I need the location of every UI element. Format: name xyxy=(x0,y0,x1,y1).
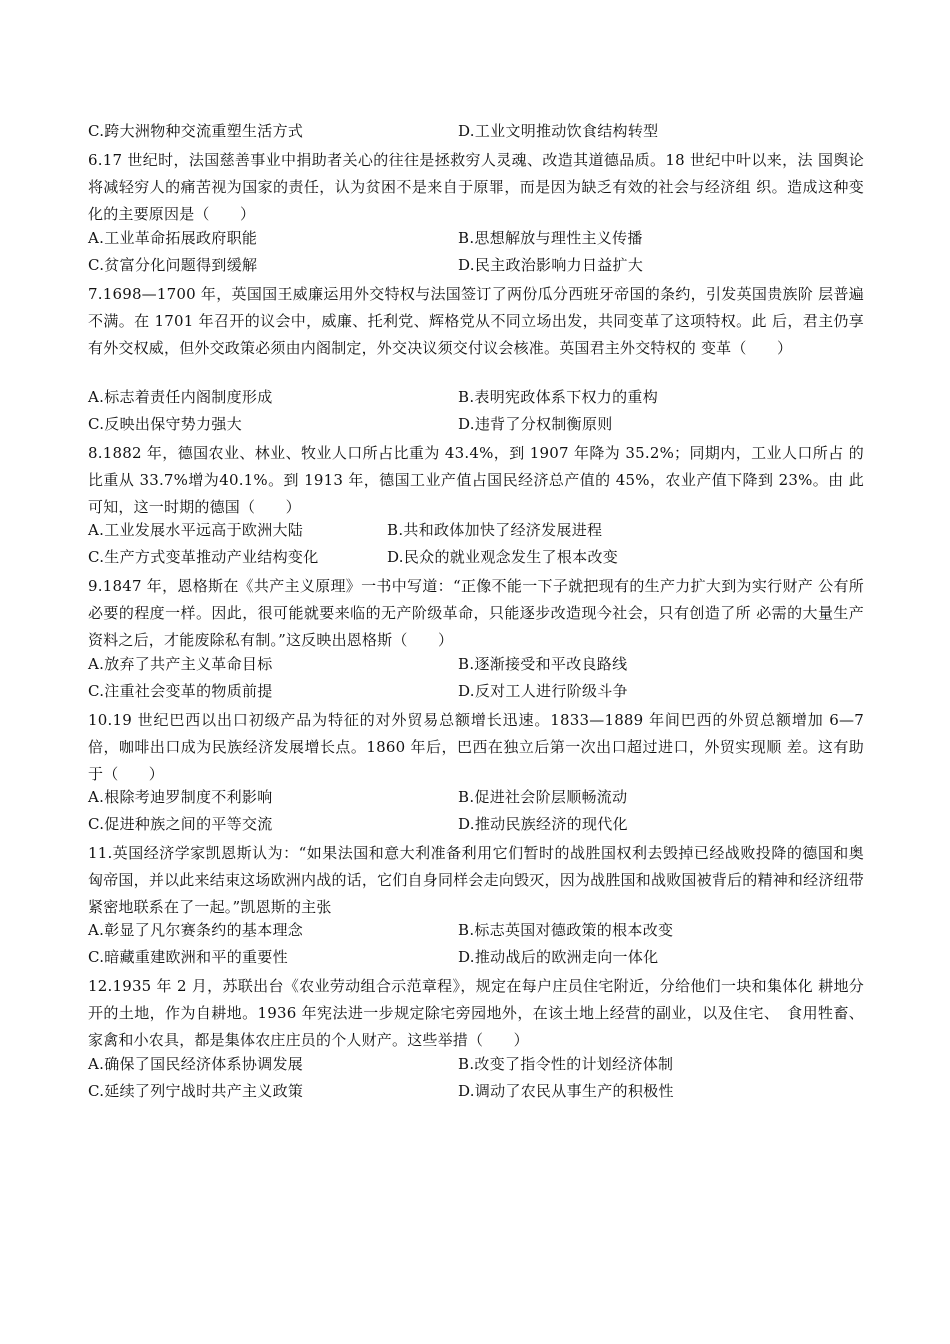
q10-option-b: B.促进社会阶层顺畅流动 xyxy=(458,788,628,806)
q6-stem: 6.17 世纪时，法国慈善事业中捐助者关心的往往是拯救穷人灵魂、改造其道德品质。18 世纪中叶以来，法 国舆论将减轻穷人的痛苦视为国家的责任，认为贫困不是来自于原罪，而是因为缺乏有效的社会与经济组 织。造成这种变化的主要原因是（ ） xyxy=(88,151,864,223)
q10-stem: 10.19 世纪巴西以出口初级产品为特征的对外贸易总额增长迅速。1833—1889 年间巴西的外贸总额增加 6—7 倍，咖啡出口成为民族经济发展增长点。1860 年后，巴西在独立后第一次出口超过进口，外贸实现顺 差。这有助于（ ） xyxy=(88,711,864,783)
q8-option-c: C.生产方式变革推动产业结构变化 xyxy=(88,548,319,566)
q7-option-a: A.标志着责任内阁制度形成 xyxy=(88,388,273,406)
q11-option-b: B.标志英国对德政策的根本改变 xyxy=(458,921,674,939)
q11-option-a: A.彰显了凡尔赛条约的基本理念 xyxy=(88,921,304,939)
q7-option-c: C.反映出保守势力强大 xyxy=(88,415,243,433)
q8-option-d: D.民众的就业观念发生了根本改变 xyxy=(387,548,619,566)
q9-option-a: A.放弃了共产主义革命目标 xyxy=(88,655,273,673)
q8-option-a: A.工业发展水平远高于欧洲大陆 xyxy=(88,521,304,539)
q11-option-c: C.暗藏重建欧洲和平的重要性 xyxy=(88,948,288,966)
q9-option-c: C.注重社会变革的物质前提 xyxy=(88,682,273,700)
q12-stem: 12.1935 年 2 月，苏联出台《农业劳动组合示范章程》，规定在每户庄员住宅附近，分给他们一块和集体化 耕地分开的土地，作为自耕地。1936 年宪法进一步规定除宅旁园地外，在该土地上经营的副业，以及住宅、 食用牲畜、家禽和小农具，都是集体农庄庄员的个人财产。这些举措（ ） xyxy=(88,977,864,1049)
q11-stem: 11.英国经济学家凯恩斯认为：“如果法国和意大利准备利用它们暂时的战胜国权利去毁掉已经战败投降的德国和奥匈帝国，并以此来结束这场欧洲内战的话，它们自身同样会走向毁灭，因为战胜国和战败国被背后的精神和经济纽带紧密地联系在了一起。”凯恩斯的主张 xyxy=(88,844,864,916)
q9-stem: 9.1847 年，恩格斯在《共产主义原理》一书中写道：“正像不能一下子就把现有的生产力扩大到为实行财产 公有所必要的程度一样。因此，很可能就要来临的无产阶级革命，只能逐步改造现今社会，只有创造了所 必需的大量生产资料之后，才能废除私有制。”这反映出恩格斯（ ） xyxy=(88,577,864,649)
q6-option-b: B.思想解放与理性主义传播 xyxy=(458,229,643,247)
q6-option-d: D.民主政治影响力日益扩大 xyxy=(458,256,644,274)
q5-option-c: C.跨大洲物种交流重塑生活方式 xyxy=(88,122,304,140)
q7-stem: 7.1698—1700 年，英国国王威廉运用外交特权与法国签订了两份瓜分西班牙帝国的条约，引发英国贵族阶 层普遍不满。在 1701 年召开的议会中，威廉、托利党、辉格党从不同立场出发，共同变革了这项特权。此 后，君主仍享有外交权威，但外交政策必须由内阁制定，外交决议须交付议会核准。英国君主外交特权的 变革（ ） xyxy=(88,285,864,357)
q11-option-d: D.推动战后的欧洲走向一体化 xyxy=(458,948,659,966)
q10-option-d: D.推动民族经济的现代化 xyxy=(458,815,628,833)
q5-option-d: D.工业文明推动饮食结构转型 xyxy=(458,122,659,140)
q8-stem: 8.1882 年，德国农业、林业、牧业人口所占比重为 43.4%，到 1907 年降为 35.2%；同期内，工业人口所占 的比重从 33.7%增为40.1%。到 1913 年，德国工业产值占国民经济总产值的 45%，农业产值下降到 23%。由 此可知，这一时期的德国（ ） xyxy=(88,444,864,516)
q7-option-b: B.表明宪政体系下权力的重构 xyxy=(458,388,658,406)
q12-option-d: D.调动了农民从事生产的积极性 xyxy=(458,1082,674,1100)
q10-option-a: A.根除考迪罗制度不利影响 xyxy=(88,788,273,806)
q6-option-c: C.贫富分化问题得到缓解 xyxy=(88,256,258,274)
q9-option-b: B.逐渐接受和平改良路线 xyxy=(458,655,628,673)
q12-option-a: A.确保了国民经济体系协调发展 xyxy=(88,1055,304,1073)
q9-option-d: D.反对工人进行阶级斗争 xyxy=(458,682,628,700)
q7-option-d: D.违背了分权制衡原则 xyxy=(458,415,613,433)
q6-option-a: A.工业革命拓展政府职能 xyxy=(88,229,258,247)
q12-option-b: B.改变了指令性的计划经济体制 xyxy=(458,1055,674,1073)
q8-option-b: B.共和政体加快了经济发展进程 xyxy=(387,521,603,539)
q12-option-c: C.延续了列宁战时共产主义政策 xyxy=(88,1082,304,1100)
q10-option-c: C.促进种族之间的平等交流 xyxy=(88,815,273,833)
